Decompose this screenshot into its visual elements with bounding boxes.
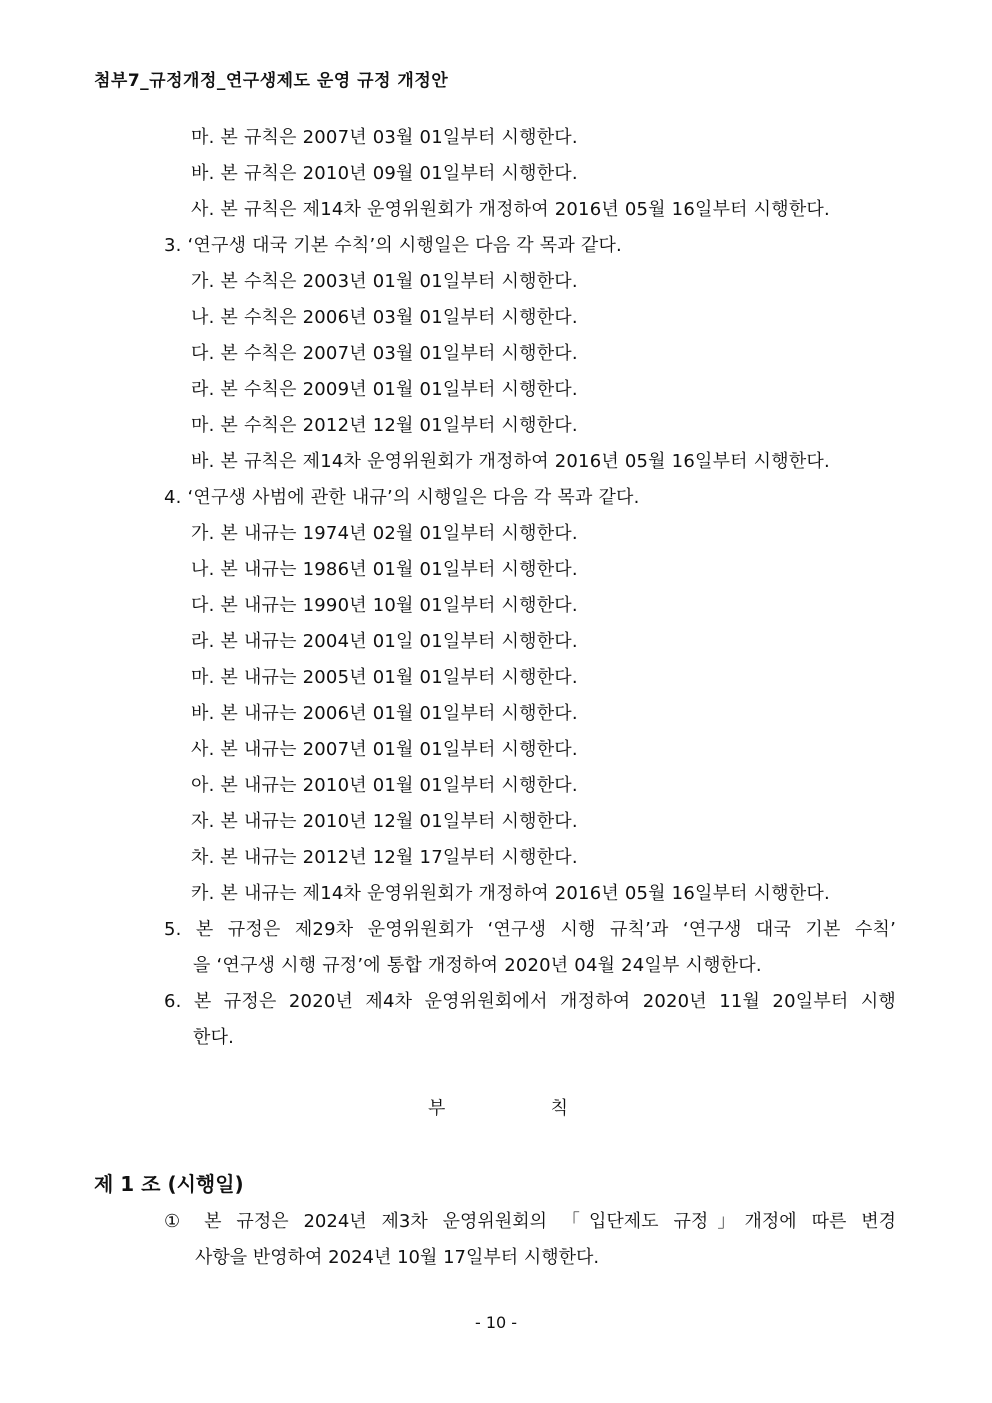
section3-item-na: 나. 본 수칙은 2006년 03월 01일부터 시행한다. bbox=[191, 307, 578, 328]
section3-item-ra: 라. 본 수칙은 2009년 01월 01일부터 시행한다. bbox=[191, 379, 578, 400]
section4-item-a: 아. 본 내규는 2010년 01월 01일부터 시행한다. bbox=[191, 775, 578, 796]
section3-item-da: 다. 본 수칙은 2007년 03월 01일부터 시행한다. bbox=[191, 343, 578, 364]
addendum-title bbox=[428, 1097, 568, 1121]
section4-item-ma: 마. 본 내규는 2005년 01월 01일부터 시행한다. bbox=[191, 667, 578, 688]
section4-heading: 4. ‘연구생 사범에 관한 내규’의 시행일은 다음 각 목과 같다. bbox=[164, 487, 640, 508]
section3-heading: 3. ‘연구생 대국 기본 수칙’의 시행일은 다음 각 목과 같다. bbox=[164, 235, 622, 256]
section2-item-ba: 바. 본 규칙은 2010년 09월 01일부터 시행한다. bbox=[191, 163, 578, 184]
section4-item-ka: 카. 본 내규는 제14차 운영위원회가 개정하여 2016년 05월 16일부터 시행한다. bbox=[191, 883, 830, 904]
section4-item-ja: 자. 본 내규는 2010년 12월 01일부터 시행한다. bbox=[191, 811, 578, 832]
page-number: - 10 - bbox=[474, 1313, 518, 1332]
section4-item-cha: 차. 본 내규는 2012년 12월 17일부터 시행한다. bbox=[191, 847, 578, 868]
section3-item-ga: 가. 본 수칙은 2003년 01월 01일부터 시행한다. bbox=[191, 271, 578, 292]
section4-item-ba: 바. 본 내규는 2006년 01월 01일부터 시행한다. bbox=[191, 703, 578, 724]
document-header-title: 첨부7_규정개정_연구생제도 운영 규정 개정안 bbox=[94, 71, 449, 91]
article1-clause1-line1: ① 본 규정은 2024년 제3차 운영위원회의 「입단제도 규정」개정에 따른 변경 bbox=[164, 1211, 896, 1232]
section6-line2: 한다. bbox=[193, 1027, 235, 1048]
section6-line1: 6. 본 규정은 2020년 제4차 운영위원회에서 개정하여 2020년 11월 20일부터 시행 bbox=[164, 991, 896, 1012]
section5-line1: 5. 본 규정은 제29차 운영위원회가 ‘연구생 시행 규칙’과 ‘연구생 대국 기본 수칙’ bbox=[164, 919, 896, 940]
section5-line2: 을 ‘연구생 시행 규정’에 통합 개정하여 2020년 04월 24일부 시행한다. bbox=[193, 955, 762, 976]
section4-item-ga: 가. 본 내규는 1974년 02월 01일부터 시행한다. bbox=[191, 523, 578, 544]
section2-item-sa: 사. 본 규칙은 제14차 운영위원회가 개정하여 2016년 05월 16일부터 시행한다. bbox=[191, 199, 830, 220]
addendum-title-part2: 칙 bbox=[550, 1098, 568, 1119]
section3-item-ma: 마. 본 수칙은 2012년 12월 01일부터 시행한다. bbox=[191, 415, 578, 436]
section4-item-ra: 라. 본 내규는 2004년 01일 01일부터 시행한다. bbox=[191, 631, 578, 652]
article1-clause1-line2: 사항을 반영하여 2024년 10월 17일부터 시행한다. bbox=[195, 1247, 600, 1268]
article1-title: 제 1 조 (시행일) bbox=[94, 1172, 244, 1196]
addendum-title-part1: 부 bbox=[428, 1098, 446, 1119]
section4-item-na: 나. 본 내규는 1986년 01월 01일부터 시행한다. bbox=[191, 559, 578, 580]
section3-item-ba: 바. 본 규칙은 제14차 운영위원회가 개정하여 2016년 05월 16일부터 시행한다. bbox=[191, 451, 830, 472]
section2-item-ma: 마. 본 규칙은 2007년 03월 01일부터 시행한다. bbox=[191, 127, 578, 148]
section4-item-sa: 사. 본 내규는 2007년 01월 01일부터 시행한다. bbox=[191, 739, 578, 760]
section4-item-da: 다. 본 내규는 1990년 10월 01일부터 시행한다. bbox=[191, 595, 578, 616]
